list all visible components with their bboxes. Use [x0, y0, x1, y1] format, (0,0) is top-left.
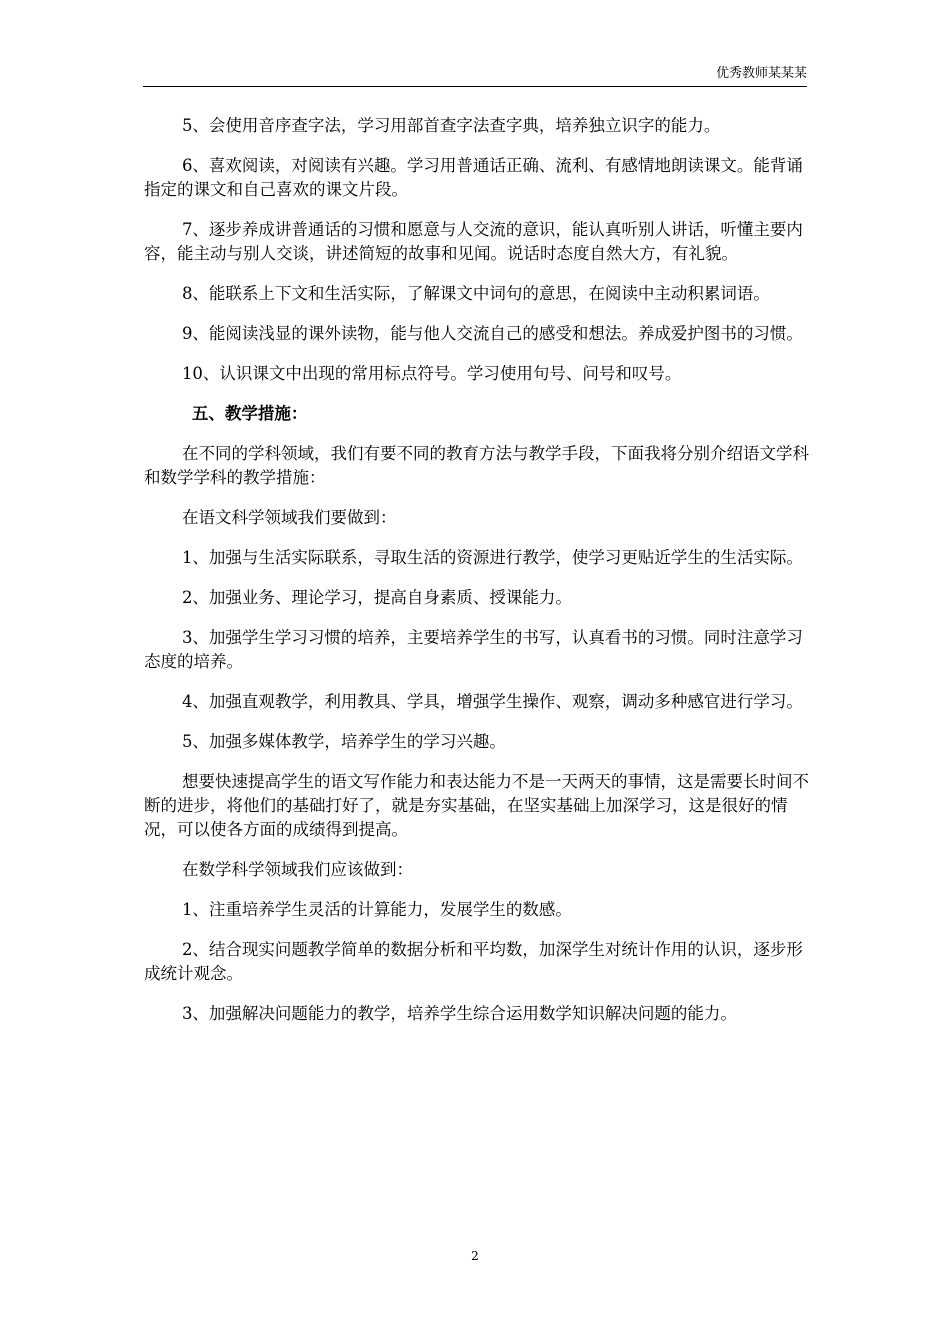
paragraph-math-lead: 在数学科学领域我们应该做到： [181, 860, 413, 879]
paragraph-goal-9: 9、能阅读浅显的课外读物，能与他人交流自己的感受和想法。养成爱护图书的习惯。 [181, 324, 803, 343]
paragraph-chinese-4: 4、加强直观教学，利用教具、学具，增强学生操作、观察，调动多种感官进行学习。 [181, 692, 803, 711]
paragraph-writing: 想要快速提高学生的语文写作能力和表达能力不是一天两天的事情，这是需要长时间不断的进步，将他们的基础打好了，就是夯实基础，在坚实基础上加深学习，这是很好的情况，可以使各方面的成绩得到提高。 [144, 772, 809, 839]
paragraph-math-1: 1、注重培养学生灵活的计算能力，发展学生的数感。 [181, 900, 572, 919]
paragraph-chinese-1: 1、加强与生活实际联系，寻取生活的资源进行教学，使学习更贴近学生的生活实际。 [181, 548, 803, 567]
section-heading-measures: 五、教学措施： [191, 404, 308, 423]
paragraph-goal-5: 5、会使用音序查字法，学习用部首查字法查字典，培养独立识字的能力。 [181, 116, 721, 135]
paragraph-math-3: 3、加强解决问题能力的教学，培养学生综合运用数学知识解决问题的能力。 [181, 1004, 737, 1023]
paragraph-chinese-2: 2、加强业务、理论学习，提高自身素质、授课能力。 [181, 588, 572, 607]
header-author: 优秀教师某某某 [715, 66, 807, 81]
paragraph-goal-8: 8、能联系上下文和生活实际，了解课文中词句的意思，在阅读中主动积累词语。 [181, 284, 770, 303]
document-body [144, 114, 816, 1042]
paragraph-goal-6: 6、喜欢阅读，对阅读有兴趣。学习用普通话正确、流利、有感情地朗读课文。能背诵指定的课文和自己喜欢的课文片段。 [144, 156, 803, 199]
paragraph-goal-7: 7、逐步养成讲普通话的习惯和愿意与人交流的意识，能认真听别人讲话，听懂主要内容，能主动与别人交谈，讲述简短的故事和见闻。说话时态度自然大方，有礼貌。 [144, 220, 803, 263]
page-number: 2 [471, 1249, 479, 1263]
paragraph-chinese-lead: 在语文科学领域我们要做到： [181, 508, 397, 527]
paragraph-math-2: 2、结合现实问题教学简单的数据分析和平均数，加深学生对统计作用的认识，逐步形成统计观念。 [144, 940, 803, 983]
paragraph-chinese-3: 3、加强学生学习习惯的培养，主要培养学生的书写，认真看书的习惯。同时注意学习态度的培养。 [144, 628, 803, 671]
page-header [143, 64, 807, 87]
paragraph-chinese-5: 5、加强多媒体教学，培养学生的学习兴趣。 [181, 732, 506, 751]
paragraph-intro: 在不同的学科领域，我们有要不同的教育方法与教学手段，下面我将分别介绍语文学科和数学学科的教学措施： [144, 444, 809, 487]
paragraph-goal-10: 10、认识课文中出现的常用标点符号。学习使用句号、问号和叹号。 [181, 364, 682, 383]
